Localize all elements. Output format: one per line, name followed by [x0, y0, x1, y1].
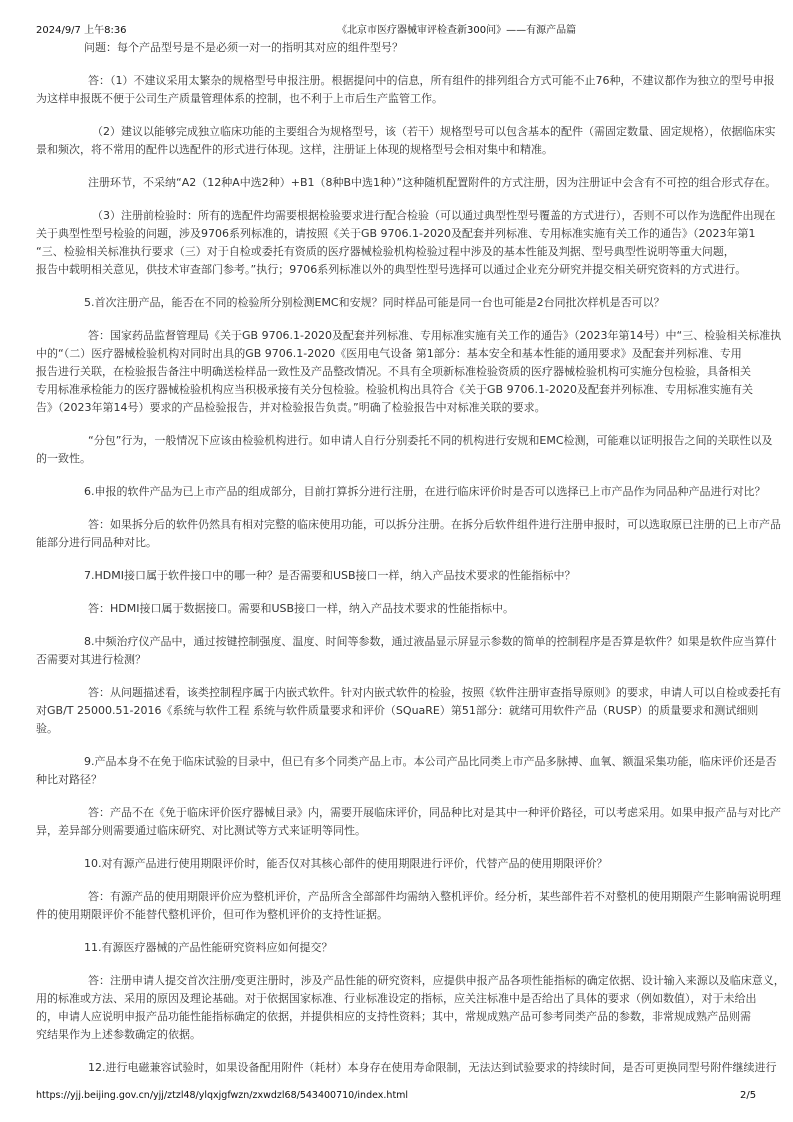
text-line: 究结果作为上述参数确定的依据。 — [36, 1028, 201, 1041]
question-paragraph — [36, 633, 777, 669]
answer-paragraph — [36, 174, 777, 192]
text-line: 答：从问题描述看，该类控制程序属于内嵌式软件。针对内嵌式软件的检验，按照《软件注册审查指导原则》的要求，申请人可以自检或委托有 — [88, 686, 781, 699]
text-line: 报告进行关联，在检验报告备注中明确送检样品一致性及产品整改情况。不具有全项新标准检验资质的医疗器械检验机构可实施分包检验，具备相关 — [36, 365, 751, 378]
text-line: “三、检验相关标准执行要求（三）对于自检或委托有资质的医疗器械检验机构检验过程中涉及的基本性能及判据、型号典型性说明等重大问题， — [36, 245, 735, 258]
answer-paragraph — [36, 684, 781, 738]
text-line: 能部分进行同品种对比。 — [36, 536, 157, 549]
text-line: 答：国家药品监督管理局《关于GB 9706.1-2020及配套并列标准、专用标准实施有关工作的通告》（2023年第14号）中“三、检验相关标准执 — [88, 329, 782, 342]
article-body — [36, 39, 785, 1074]
question-paragraph — [88, 1059, 777, 1077]
text-line: 11.有源医疗器械的产品性能研究资料应如何提交？ — [84, 941, 333, 954]
answer-paragraph — [36, 432, 773, 468]
text-line: 专用标准承检能力的医疗器械检验机构应当积极承接有关分包检验。检验机构出具符合《关于GB 9706.1-2020及配套并列标准、专用标准实施有关 — [36, 383, 754, 396]
answer-paragraph — [36, 600, 756, 618]
text-line: 种比对路径？ — [36, 773, 102, 786]
answer-paragraph — [36, 72, 775, 108]
text-line: 答：注册申请人提交首次注册/变更注册时，涉及产品性能的研究资料，应提供申报产品各项性能指标的确定依据、设计输入来源以及临床意义， — [88, 974, 785, 987]
text-line: 报告中载明相关意见，供技术审查部门参考。”执行；9706系列标准以外的典型性型号选择可以通过企业充分研究并提交相关研究资料的方式进行。 — [36, 263, 747, 276]
question-paragraph — [84, 567, 756, 585]
question-paragraph — [84, 294, 756, 312]
text-line: 12.进行电磁兼容试验时，如果设备配用附件（耗材）本身存在使用寿命限制，无法达到试验要求的持续时间，是否可更换同型号附件继续进行 — [88, 1061, 777, 1074]
answer-paragraph — [36, 972, 785, 1044]
text-line: 异，差异部分则需要通过临床研究、对比测试等方式来证明等同性。 — [36, 824, 366, 837]
text-line: 否需要对其进行检测？ — [36, 653, 146, 666]
answer-paragraph — [36, 327, 782, 417]
text-line: 5.首次注册产品，能否在不同的检验所分别检测EMC和安规？同时样品可能是同一台也可能是2台同批次样机是否可以？ — [84, 296, 665, 309]
text-line: 告》（2023年第14号）要求的产品检验报告，并对检验报告负责。”明确了检验报告中对标准关联的要求。 — [36, 401, 546, 414]
text-line: 中的“（二）医疗器械检验机构对同时出具的GB 9706.1-2020《医用电气设备 第1部分：基本安全和基本性能的通用要求》及配套并列标准、专用 — [36, 347, 742, 360]
page-number: 2/5 — [740, 1090, 757, 1101]
question-paragraph — [36, 753, 777, 789]
text-line: “分包”行为，一般情况下应该由检验机构进行。如申请人自行分别委托不同的机构进行安规和EMC检测，可能难以证明报告之间的关联性以及 — [88, 434, 773, 447]
text-line: 景和频次，将不常用的配件以选配件的形式进行体现。这样，注册证上体现的规格型号会相对集中和精准。 — [36, 143, 553, 156]
text-line: 为这样申报既不便于公司生产质量管理体系的控制，也不利于上市后生产监管工作。 — [36, 92, 443, 105]
question-paragraph — [84, 939, 756, 957]
text-line: （2）建议以能够完成独立临床功能的主要组合为规格型号，该（若干）规格型号可以包含基本的配件（需固定数量、固定规格），依据临床实 — [92, 125, 776, 138]
question-paragraph — [84, 483, 766, 501]
text-line: 的，申请人应说明申报产品功能性能指标确定的依据，并提供相应的支持性资料；其中，常规成熟产品可参考同类产品的参数，非常规成熟产品则需 — [36, 1010, 751, 1023]
answer-paragraph — [36, 888, 781, 924]
text-line: 问题：每个产品型号是不是必须一对一的指明其对应的组件型号？ — [84, 41, 403, 54]
text-line: （3）注册前检验时：所有的选配件均需要根据检验要求进行配合检验（可以通过典型性型号覆盖的方式进行），否则不可以作为选配件出现在 — [92, 209, 776, 222]
answer-paragraph — [36, 207, 776, 279]
text-line: 6.申报的软件产品为已上市产品的组成部分，目前打算拆分进行注册，在进行临床评价时是否可以选择已上市产品作为同品种产品进行对比？ — [84, 485, 766, 498]
text-line: 的一致性。 — [36, 452, 91, 465]
question-paragraph — [84, 39, 756, 57]
text-line: 答：有源产品的使用期限评价应为整机评价，产品所含全部部件均需纳入整机评价。经分析，某些部件若不对整机的使用期限产生影响需说明理 — [88, 890, 781, 903]
text-line: 验。 — [36, 722, 58, 735]
page-url: https://yjj.beijing.gov.cn/yjj/ztzl48/ylqxjgfwzn/zxwdzl68/543400710/index.html — [36, 1090, 409, 1101]
text-line: 关于典型性型号检验的问题，涉及9706系列标准的，请按照《关于GB 9706.1-2020及配套并列标准、专用标准实施有关工作的通告》（2023年第1 — [36, 227, 756, 240]
print-datetime: 2024/9/7 上午8:36 — [36, 25, 127, 36]
text-line: 答：HDMI接口属于数据接口。需要和USB接口一样，纳入产品技术要求的性能指标中。 — [88, 602, 515, 615]
text-line: 答：如果拆分后的软件仍然具有相对完整的临床使用功能，可以拆分注册。在拆分后软件组件进行注册申报时，可以选取原已注册的已上市产品 — [88, 518, 781, 531]
question-paragraph — [84, 855, 756, 873]
text-line: 件的使用期限评价不能替代整机评价，但可作为整机评价的支持性证据。 — [36, 908, 388, 921]
answer-paragraph — [36, 804, 781, 840]
text-line: 用的标准或方法、采用的原因及理论基础。对于依据国家标准、行业标准设定的指标，应关注标准中是否给出了具体的要求（例如数值），对于未给出 — [36, 992, 757, 1005]
text-line: 7.HDMI接口属于软件接口中的哪一种？是否需要和USB接口一样，纳入产品技术要求的性能指标中？ — [84, 569, 576, 582]
text-line: 9.产品本身不在免于临床试验的目录中，但已有多个同类产品上市。本公司产品比同类上市产品多脉搏、血氧、额温采集功能，临床评价还是否 — [84, 755, 777, 768]
text-line: 对GB/T 25000.51-2016《系统与软件工程 系统与软件质量要求和评价（SQuaRE）第51部分：就绪可用软件产品（RUSP）的质量要求和测试细则 — [36, 704, 759, 717]
text-line: 8.中频治疗仪产品中，通过按键控制强度、温度、时间等参数，通过液晶显示屏显示参数的简单的控制程序是否算是软件？如果是软件应当算什 — [84, 635, 777, 648]
answer-paragraph — [36, 123, 776, 159]
text-line: 答：产品不在《免于临床评价医疗器械目录》内，需要开展临床评价，同品种比对是其中一种评价路径，可以考虑采用。如果申报产品与对比产 — [88, 806, 781, 819]
text-line: 注册环节，不采纳“A2（12种A中选2种）+B1（8种B中选1种）”这种随机配置附件的方式注册，因为注册证中会含有不可控的组合形式存在。 — [88, 176, 777, 189]
text-line: 10.对有源产品进行使用期限评价时，能否仅对其核心部件的使用期限进行评价，代替产品的使用期限评价？ — [84, 857, 608, 870]
text-line: 答：（1）不建议采用太繁杂的规格型号申报注册。根据提问中的信息，所有组件的排列组合方式可能不止76种，不建议都作为独立的型号申报 — [88, 74, 775, 87]
document-title: 《北京市医疗器械审评检查新300问》——有源产品篇 — [337, 25, 577, 36]
answer-paragraph — [36, 516, 781, 552]
